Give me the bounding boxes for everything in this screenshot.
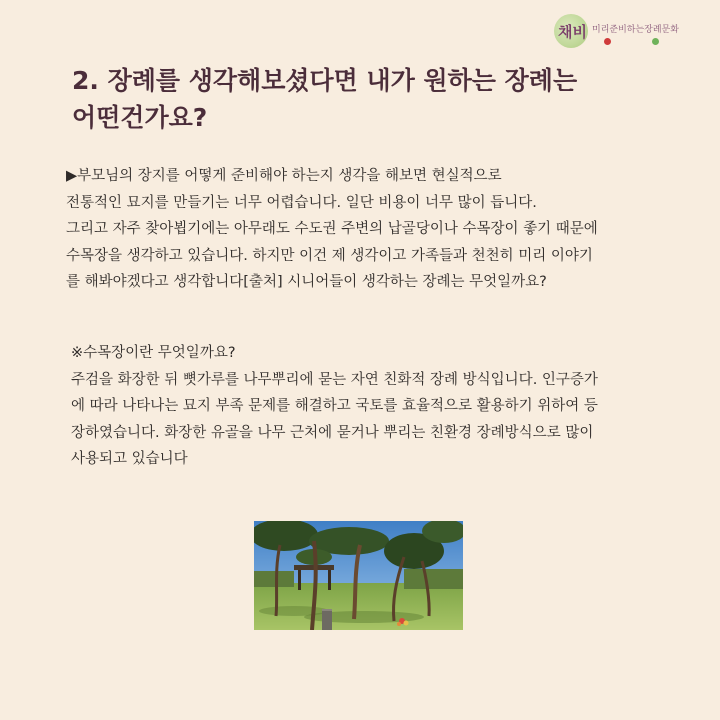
brand-logo [554, 14, 704, 54]
partner-emblem-icon [652, 38, 659, 45]
definition-paragraph: ※수목장이란 무엇일까요? 주검을 화장한 뒤 뼛가루를 나무뿌리에 묻는 자연 친화적 장례 방식입니다. 인구증가 에 따라 나타나는 묘지 부족 문제를 해결하고 국토를 효율적으로 활용하기 위하여 등 장하였습니다. 화장한 유골을 나무 근처에 묻거나 뿌리는 친환경 장례방식으로 많이 사용되고 있습니다 [71, 345, 598, 467]
government-emblem-icon [604, 38, 611, 45]
opinion-paragraph: ▶부모님의 장지를 어떻게 준비해야 하는지 생각을 해보면 현실적으로 전통적인 묘지를 만들기는 너무 어렵습니다. 일단 비용이 너무 많이 듭니다. 그리고 자주 찾아뵙기에는 아무래도 수도권 주변의 납골당이나 수목장이 좋기 때문에 수목장을 생각하고 있습니다. 하지만 이건 제 생각이고 가족들과 천천히 미리 이야기 를 해봐야겠다고 생각합니다[출처] 시니어들이 생각하는 장례는 무엇일까요? [66, 168, 598, 290]
logo-tagline: 미리준비하는장례문화 [592, 25, 679, 35]
logo-mark: 채비 [558, 23, 587, 41]
tree-burial-photo [254, 521, 463, 630]
forest-illustration [254, 521, 463, 630]
section-title: 2. 장례를 생각해보셨다면 내가 원하는 장례는 어떤건가요? [72, 66, 578, 132]
